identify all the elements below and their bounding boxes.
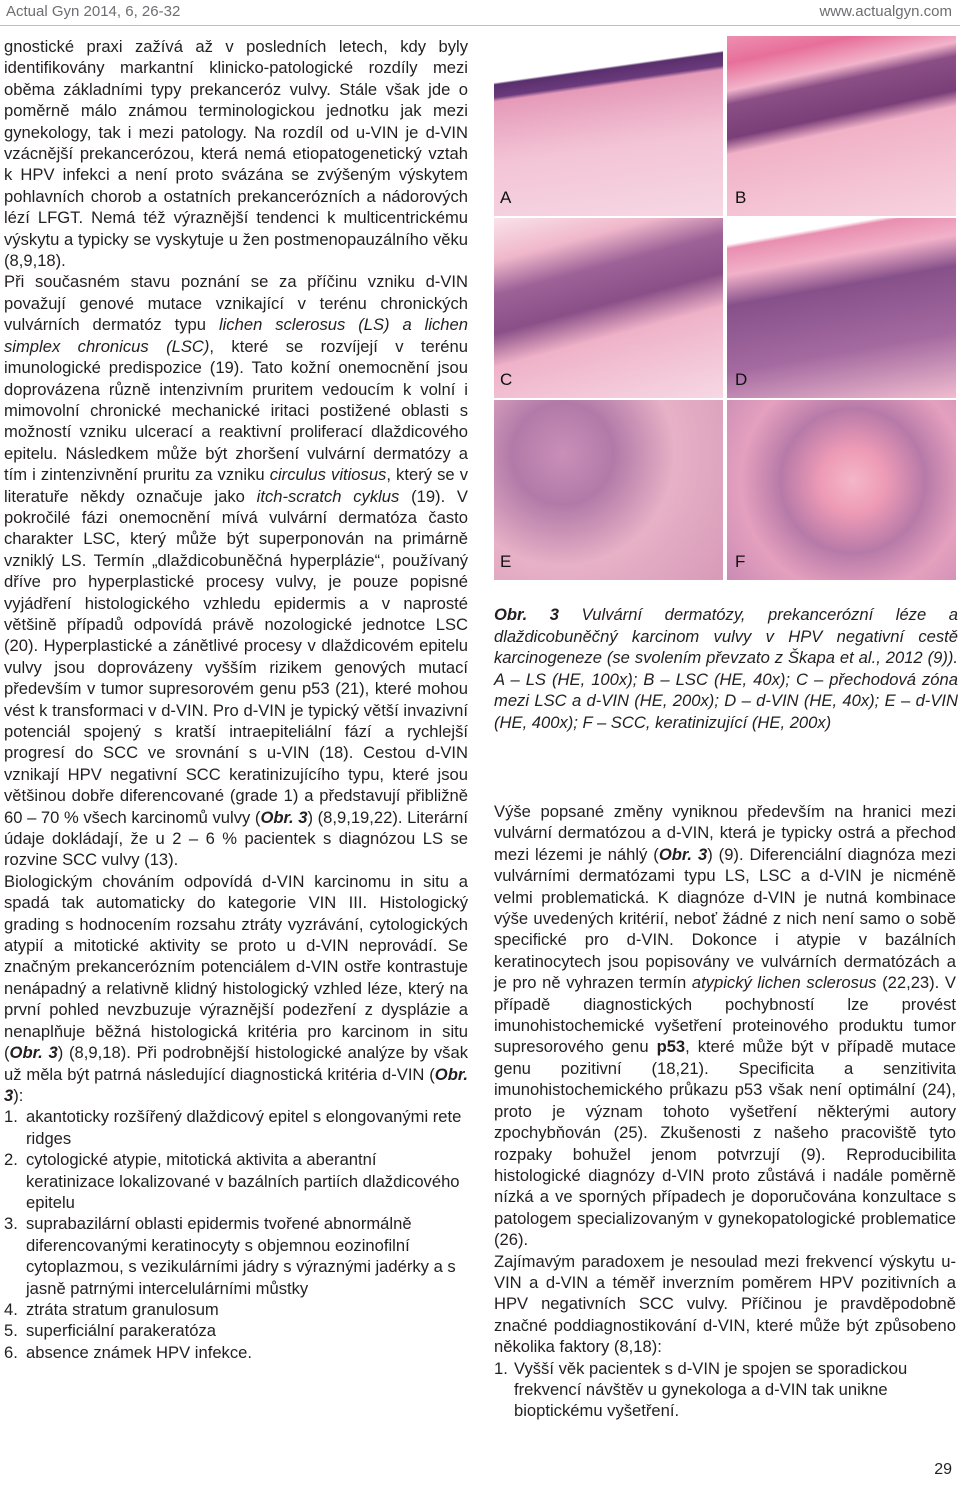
histology-panel-b: [727, 36, 956, 216]
paragraph-4: Výše popsané změny vyniknou především na hranici mezi vulvární dermatózou a d-VIN, která je typicky ostrá a přechod mezi lézemi je náhlý (Obr. 3) (9). Diferenciální diagnóza mezi vulvárními dermatózami typu LS, LSC a d-VIN je nicméně velmi problematická. K diagnóze d-VIN je nutná kombinace výše uvedených kritérií, neboť žádné z nich není samo o sobě specifické pro d-VIN. Dokonce i atypie v bazálních keratinocytech jsou popisovány ve vulvárních dermatózách a je pro ně vyhrazen termín atypický lichen sclerosus (22,23). V případě diagnostických pochybností lze provést imunohistochemické vyšetření proteinového produktu tumor supresorového genu p53, které může být v případě mutace genu pozitivní (18,21). Specificita a senzitivita imunohistochemického průkazu p53 však není optimální (24), proto je význam tohoto vyšetření některými autory zpochybňován (25). Zkušenosti z našeho pracoviště tyto rozpaky bohužel jenom potvrzují (9). Reproducibilita histologické diagnózy d-VIN proto zůstává i nadále poměrně nízká a ve sporných případech je doporučována konzultace s patologem specializovaným v gynekopatologické problematice (26).: [494, 802, 956, 1250]
list-item: 6. absence známek HPV infekce.: [4, 1342, 252, 1362]
figure-caption: Obr. 3 Vulvární dermatózy, prekancerózní léze a dlaždicobuněčný karcinom vulvy v HPV negativní cestě karcinogeneze (se svolením převzato z Škapa et al., 2012 (9)). A – LS (HE, 100x); B – LSC (HE, 40x); C – přechodová zóna mezi LSC a d-VIN (HE, 200x); D – d-VIN (HE, 40x); E – d-VIN (HE, 400x); F – SCC, keratinizující (HE, 200x): [494, 605, 958, 732]
figure-label: Obr. 3: [494, 605, 559, 624]
panel-label: A: [500, 188, 512, 207]
histology-panel-e: [494, 400, 723, 580]
diagnostic-criteria-list: [4, 1106, 468, 1363]
list-item: 4. ztráta stratum granulosum: [4, 1299, 219, 1319]
header-divider: [0, 25, 960, 26]
factors-list: [494, 1358, 956, 1422]
list-item: 3. suprabazilární oblasti epidermis tvořené abnormálně diferencovanými keratinocyty s objemnou eozinofilní cytoplazmou, s vezikulárními jádry s výraznými jadérky a s jasně patrnými intercelulárními můstky: [4, 1214, 456, 1298]
panel-label: D: [735, 370, 748, 389]
histology-panel-c: [494, 218, 723, 398]
panel-label: C: [500, 370, 513, 389]
list-item: 5. superficiální parakeratóza: [4, 1321, 217, 1341]
paragraph-3: Biologickým chováním odpovídá d-VIN karcinomu in situ a spadá tak automaticky do kategorie VIN III. Histologický grading s hodnocením rozsahu ztráty vyzrávání, cytologických atypií a mitotické aktivity se proto u d-VIN neprovádí. Se značným prekancerózním potenciálem d-VIN ostře kontrastuje nenápadný a relativně klidný histologický vzhled léze, který na první pohled nevzbuzuje výraznější podezření z dysplázie a nenaplňuje běžná histologická kritéria pro karcinom in situ (Obr. 3) (8,9,18). Při podrobnější histologické analýze by však už měla být patrná následující diagnostická kritéria d-VIN (Obr. 3):: [4, 871, 468, 1105]
page-number: 29: [934, 1461, 952, 1478]
left-column: [4, 36, 468, 1363]
paragraph-2: Při současném stavu poznání se za příčinu vzniku d-VIN považují genové mutace vznikající v terénu chronických vulvárních dermatóz typu lichen sclerosus (LS) a lichen simplex chronicus (LSC), které se rozvíjejí v terénu imunologické predispozice (19). Tato kožní onemocnění jsou doprovázena různě intenzivním pruritem vedoucím k volní i mimovolní chronické mechanické iritaci postižené oblasti s možností vzniku ulcerací a reaktivní proliferací dlaždicového epitelu. Následkem může být zhoršení vulvární dermatózy a tím i zintenzivnění pruritu za vzniku circulus vitiosus, který se v literatuře někdy označuje jako itch-scratch cyklus (19). V pokročilé fázi onemocnění mívá vulvární dermatóza často charakter LSC, který může být superponován na primárně vzniklý LS. Termín „dlaždicobuněčná hyperplázie“, používaný dříve pro hyperplastické procesy vulvy, je pouze popisné vyjádření histologického vzhledu epidermis a v naprosté většině případů odpovídá právě nozologické jednotce LSC (20). Hyperplastické a zánětlivé procesy v dlaždicovém epitelu vulvy jsou doprovázeny vyšším rizikem genových mutací především v tumor supresorovém genu p53 (21), které mohou vést k transformaci v d-VIN. Pro d-VIN je typický větší invazivní potenciál spojený s kratší intraepiteliální fází a rychlejší progresí do SCC ve srovnání s u-VIN (18). Cestou d-VIN vznikají HPV negativní SCC keratinizujícího typu, které jsou většinou dobře diferencované (grade 1) a představují přibližně 60 – 70 % všech karcinomů vulvy (Obr. 3) (8,9,19,22). Literární údaje dokládají, že u 2 – 6 % pacientek s diagnózou LS se rozvine SCC vulvy (13).: [4, 272, 468, 870]
list-item: 2. cytologické atypie, mitotická aktivita a aberantní keratinizace lokalizované v bazálních partiích dlaždicového epitelu: [4, 1150, 460, 1212]
list-item: 1. Vyšší věk pacientek s d-VIN je spojen se sporadickou frekvencí návštěv u gynekologa a d-VIN tak unikne bioptickému vyšetření.: [494, 1358, 908, 1421]
panel-label: F: [735, 552, 746, 571]
histology-panel-f: [727, 400, 956, 580]
journal-website: www.actualgyn.com: [819, 3, 952, 20]
panel-label: B: [735, 188, 747, 207]
paragraph-5: Zajímavým paradoxem je nesoulad mezi frekvencí výskytu u-VIN a d-VIN a téměř inverzním poměrem HPV pozitivních a HPV negativních SCC vulvy. Příčinou je pravděpodobně značné poddiagnostikování d-VIN, které může být způsobeno několika faktory (8,18):: [494, 1251, 956, 1357]
journal-citation: Actual Gyn 2014, 6, 26-32: [6, 3, 181, 20]
histology-panel-a: [494, 36, 723, 216]
paragraph-1: gnostické praxi zažívá až v posledních letech, kdy byly identifikovány markantní klinicko-patologické rozdíly mezi oběma základními typy prekanceróz vulvy. Stále však jde o poměrně málo známou terminologickou jednotku jak mezi gynekology, tak i mezi patology. Na rozdíl od u-VIN je d-VIN vzácnější prekancerózou, která nemá etiopatogenetický vztah k HPV infekci a není proto svázána se zvýšeným výskytem pohlavních chorob a ostatních prekancerózních a nádorových lézí LFGT. Nemá též výraznější tendenci k multicentrickému výskytu a typicky se vyskytuje u žen postmenopauzálního věku (8,9,18).: [4, 37, 468, 271]
panel-label: E: [500, 552, 512, 571]
histology-figure: [494, 36, 956, 580]
histology-panel-d: [727, 218, 956, 398]
list-item: 1. akantoticky rozšířený dlaždicový epitel s elongovanými rete ridges: [4, 1107, 462, 1148]
right-column: [494, 801, 956, 1422]
